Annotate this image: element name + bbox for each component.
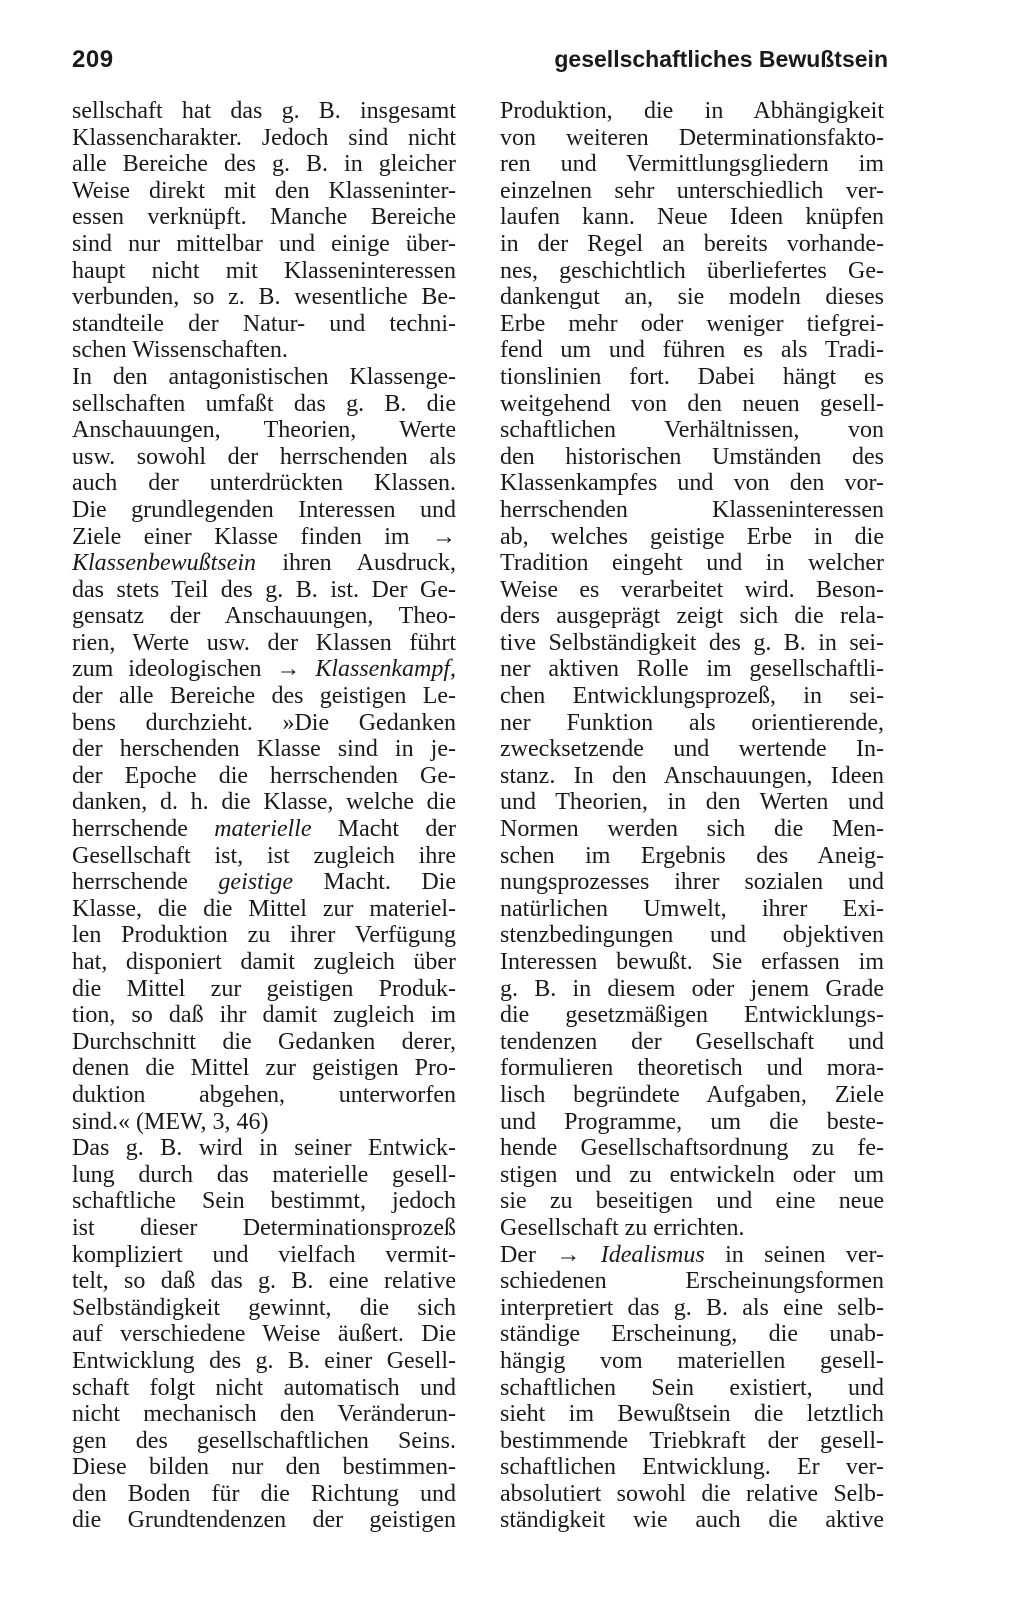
text-run: Die grundlegenden Interessen und: [72, 496, 456, 523]
text-run: nungsprozesses ihrer sozialen und: [500, 869, 884, 896]
text-run: Macht der: [311, 816, 456, 843]
text-run: Durchschnitt die Gedanken derer,: [72, 1028, 456, 1055]
text-line: [500, 1135, 884, 1162]
text-line: [500, 710, 884, 737]
text-line: [500, 896, 884, 923]
text-run: gen des gesellschaftlichen Seins.: [72, 1427, 456, 1454]
text-line: [72, 550, 456, 577]
text-line: [72, 1268, 456, 1295]
text-run: zum ideologischen →: [72, 656, 316, 683]
text-line: [500, 1109, 884, 1136]
text-run: herrschende: [72, 869, 219, 896]
text-line: [72, 470, 456, 497]
text-run: und Theorien, in den Werten und: [500, 789, 884, 816]
text-run: tionslinien fort. Dabei hängt es: [500, 363, 884, 390]
text-run: fend um und führen es als Tradi-: [500, 337, 884, 364]
text-run: hende Gesellschaftsordnung zu fe-: [500, 1135, 884, 1162]
text-run: der Epoche die herrschenden Ge-: [72, 762, 456, 789]
text-line: [500, 789, 884, 816]
text-line: [500, 1029, 884, 1056]
text-run: interpretiert das g. B. als eine selb-: [500, 1294, 884, 1321]
text-run: haupt nicht mit Klasseninteressen: [72, 257, 456, 284]
text-line: [72, 816, 456, 843]
text-line: [72, 1162, 456, 1189]
text-line: [72, 178, 456, 205]
text-line: [500, 258, 884, 285]
text-line: [72, 683, 456, 710]
text-run: den historischen Umständen des: [500, 443, 884, 470]
text-run: Gesellschaft ist, ist zugleich ihre: [72, 842, 456, 869]
text-run: rien, Werte usw. der Klassen führt: [72, 629, 456, 656]
text-line: [500, 1454, 884, 1481]
text-line: [500, 204, 884, 231]
text-line: [500, 816, 884, 843]
italic-term: Idealismus: [600, 1241, 705, 1268]
text-run: Tradition eingeht und in welcher: [500, 550, 884, 577]
text-run: ihren Ausdruck,: [256, 550, 456, 577]
text-line: [500, 1188, 884, 1215]
text-line: [500, 231, 884, 258]
text-line: [72, 1295, 456, 1322]
text-run: der alle Bereiche des geistigen Le-: [72, 683, 456, 710]
text-line: [72, 976, 456, 1003]
text-run: standteile der Natur- und techni-: [72, 310, 456, 337]
text-run: ständige Erscheinung, die unab-: [500, 1321, 884, 1348]
text-run: nicht mechanisch den Veränderun-: [72, 1401, 456, 1428]
text-run: auf verschiedene Weise äußert. Die: [72, 1321, 456, 1348]
text-run: von weiteren Determinationsfakto-: [500, 124, 884, 151]
text-line: [500, 763, 884, 790]
text-run: ständigkeit wie auch die aktive: [500, 1507, 884, 1534]
text-line: [500, 656, 884, 683]
text-line: [500, 630, 884, 657]
text-run: ab, welches geistige Erbe in die: [500, 523, 884, 550]
text-run: der herschenden Klasse sind in je-: [72, 736, 456, 763]
italic-term: Klassenkampf,: [315, 656, 456, 683]
text-line: [500, 470, 884, 497]
text-line: [500, 1242, 884, 1269]
text-line: [72, 630, 456, 657]
text-run: Anschauungen, Theorien, Werte: [72, 417, 456, 444]
text-run: kompliziert und vielfach vermit-: [72, 1241, 456, 1268]
text-line: [500, 1428, 884, 1455]
text-line: [72, 1188, 456, 1215]
text-line: [500, 1055, 884, 1082]
text-line: [500, 125, 884, 152]
text-line: [500, 1507, 884, 1534]
text-line: [500, 603, 884, 630]
text-line: [72, 231, 456, 258]
text-run: Normen werden sich die Men-: [500, 816, 884, 843]
text-run: und Programme, um die beste-: [500, 1108, 884, 1135]
text-run: schaftlichen Sein existiert, und: [500, 1374, 884, 1401]
text-line: [500, 1375, 884, 1402]
text-line: [72, 949, 456, 976]
text-run: schaft folgt nicht automatisch und: [72, 1374, 456, 1401]
page-number: 209: [72, 46, 114, 73]
text-run: ren und Vermittlungsgliedern im: [500, 151, 884, 178]
italic-term: materielle: [214, 816, 312, 843]
text-run: sieht im Bewußtsein die letztlich: [500, 1401, 884, 1428]
text-line: [500, 497, 884, 524]
text-run: gensatz der Anschauungen, Theo-: [72, 603, 456, 630]
text-line: [500, 869, 884, 896]
text-run: Das g. B. wird in seiner Entwick-: [72, 1135, 456, 1162]
text-line: [72, 736, 456, 763]
text-run: in der Regel an bereits vorhande-: [500, 230, 884, 257]
text-run: ders ausgeprägt zeigt sich die rela-: [500, 603, 884, 630]
text-line: [500, 417, 884, 444]
text-line: [500, 284, 884, 311]
text-line: [500, 1348, 884, 1375]
text-line: [500, 337, 884, 364]
text-line: [500, 1481, 884, 1508]
running-head: gesellschaftliches Bewußtsein: [554, 46, 888, 72]
text-run: In den antagonistischen Klassenge-: [72, 363, 456, 390]
text-run: len Produktion zu ihrer Verfügung: [72, 922, 456, 949]
text-run: lung durch das materielle gesell-: [72, 1161, 456, 1188]
text-run: Interessen bewußt. Sie erfassen im: [500, 949, 884, 975]
text-line: [72, 497, 456, 524]
text-line: [500, 364, 884, 391]
text-line: [72, 524, 456, 551]
text-run: alle Bereiche des g. B. in gleicher: [72, 151, 456, 178]
text-line: [500, 1002, 884, 1029]
text-line: [500, 1321, 884, 1348]
text-run: die Grundtendenzen der geistigen: [72, 1507, 456, 1534]
text-run: absolutiert sowohl die relative Selb-: [500, 1480, 884, 1507]
text-run: Klasse, die die Mittel zur materiel-: [72, 895, 456, 922]
text-run: tion, so daß ihr damit zugleich im: [72, 1002, 456, 1029]
text-line: [500, 1215, 884, 1242]
text-line: [72, 763, 456, 790]
text-line: [500, 683, 884, 710]
text-line: [72, 869, 456, 896]
text-line: [500, 949, 884, 976]
text-line: [72, 1215, 456, 1242]
text-line: [72, 1348, 456, 1375]
text-run: hat, disponiert damit zugleich über: [72, 949, 456, 975]
text-run: hängig vom materiellen gesell-: [500, 1347, 884, 1374]
text-line: [72, 789, 456, 816]
text-line: [72, 843, 456, 870]
text-run: die Mittel zur geistigen Produk-: [72, 975, 456, 1002]
text-run: den Boden für die Richtung und: [72, 1480, 456, 1507]
text-run: stanz. In den Anschauungen, Ideen: [500, 762, 884, 789]
text-run: tive Selbständigkeit des g. B. in sei-: [500, 629, 884, 656]
text-run: tendenzen der Gesellschaft und: [500, 1028, 884, 1055]
text-run: Ziele einer Klasse finden im →: [72, 523, 456, 550]
text-line: [72, 1242, 456, 1269]
text-line: [500, 151, 884, 178]
text-run: Klassenkampfes und von den vor-: [500, 470, 884, 497]
text-line: [500, 524, 884, 551]
text-line: [500, 843, 884, 870]
text-line: [72, 656, 456, 683]
text-run: sie zu beseitigen und eine neue: [500, 1188, 884, 1215]
text-line: [72, 1109, 456, 1136]
text-run: natürlichen Umwelt, ihrer Exi-: [500, 895, 884, 922]
text-run: essen verknüpft. Manche Bereiche: [72, 204, 456, 231]
text-line: [500, 550, 884, 577]
text-line: [72, 1002, 456, 1029]
text-run: sellschaften umfaßt das g. B. die: [72, 390, 456, 417]
text-run: danken, d. h. die Klasse, welche die: [72, 789, 456, 816]
text-line: [72, 603, 456, 630]
text-line: [500, 577, 884, 604]
text-line: [500, 922, 884, 949]
text-run: schaftlichen Verhältnissen, von: [500, 417, 884, 444]
text-run: Macht. Die: [293, 869, 457, 896]
text-run: Entwicklung des g. B. einer Gesell-: [72, 1347, 456, 1374]
text-line: [72, 922, 456, 949]
text-run: bens durchzieht. »Die Gedanken: [72, 709, 456, 736]
text-line: [72, 311, 456, 338]
text-line: [72, 284, 456, 311]
text-line: [72, 98, 456, 125]
text-line: [500, 98, 884, 125]
text-run: schen Wissenschaften.: [72, 337, 288, 364]
text-line: [500, 311, 884, 338]
text-line: [500, 178, 884, 205]
text-run: denen die Mittel zur geistigen Pro-: [72, 1055, 456, 1082]
text-run: telt, so daß das g. B. eine relative: [72, 1268, 456, 1295]
text-run: stenzbedingungen und objektiven: [500, 922, 884, 949]
text-run: ner aktiven Rolle im gesellschaftli-: [500, 656, 884, 683]
text-run: das stets Teil des g. B. ist. Der Ge-: [72, 576, 456, 603]
text-line: [72, 1401, 456, 1428]
text-line: [72, 204, 456, 231]
text-line: [72, 710, 456, 737]
text-run: zwecksetzende und wertende In-: [500, 736, 884, 763]
italic-term: geistige: [218, 869, 294, 896]
text-run: Klassencharakter. Jedoch sind nicht: [72, 124, 456, 151]
text-run: bestimmende Triebkraft der gesell-: [500, 1427, 884, 1454]
text-line: [72, 1428, 456, 1455]
text-run: Weise es verarbeitet wird. Beson-: [500, 576, 884, 603]
text-line: [72, 444, 456, 471]
text-run: Diese bilden nur den bestimmen-: [72, 1454, 456, 1481]
text-run: ner Funktion als orientierende,: [500, 709, 884, 736]
text-line: [72, 1082, 456, 1109]
text-run: Erbe mehr oder weniger tiefgrei-: [500, 310, 884, 337]
text-line: [500, 1082, 884, 1109]
text-line: [72, 1454, 456, 1481]
text-line: [72, 1507, 456, 1534]
text-line: [72, 1055, 456, 1082]
text-line: [72, 1029, 456, 1056]
text-run: auch der unterdrückten Klassen.: [72, 470, 456, 497]
text-run: chen Entwicklungsprozeß, in sei-: [500, 683, 884, 710]
text-column-right: [500, 98, 884, 1534]
text-line: [72, 258, 456, 285]
text-line: [72, 1481, 456, 1508]
text-run: usw. sowohl der herrschenden als: [72, 443, 456, 470]
text-run: herrschende: [72, 816, 215, 843]
text-run: formulieren theoretisch und mora-: [500, 1055, 884, 1082]
text-line: [500, 1295, 884, 1322]
text-run: schiedenen Erscheinungsformen: [500, 1268, 884, 1295]
text-run: sind.« (MEW, 3, 46): [72, 1108, 269, 1135]
text-run: herrschenden Klasseninteressen: [500, 496, 884, 523]
text-line: [72, 125, 456, 152]
text-run: lisch begründete Aufgaben, Ziele: [500, 1081, 884, 1108]
text-line: [72, 1321, 456, 1348]
text-line: [500, 1162, 884, 1189]
page-header: [72, 46, 888, 80]
text-line: [72, 151, 456, 178]
text-line: [72, 337, 456, 364]
italic-term: Klassenbewußtsein: [72, 550, 256, 577]
text-run: schaftlichen Entwicklung. Er ver-: [500, 1454, 884, 1481]
text-run: ist dieser Determinationsprozeß: [72, 1214, 456, 1241]
text-run: die gesetzmäßigen Entwicklungs-: [500, 1002, 884, 1029]
text-run: laufen kann. Neue Ideen knüpfen: [500, 204, 884, 231]
text-run: schen im Ergebnis des Aneig-: [500, 842, 884, 869]
text-run: Selbständigkeit gewinnt, die sich: [72, 1294, 456, 1321]
text-run: Produktion, die in Abhängigkeit: [500, 98, 884, 124]
text-run: schaftliche Sein bestimmt, jedoch: [72, 1188, 456, 1215]
text-line: [500, 736, 884, 763]
text-run: in seinen ver-: [704, 1241, 884, 1268]
text-line: [72, 896, 456, 923]
text-run: verbunden, so z. B. wesentliche Be-: [72, 284, 456, 311]
text-run: sellschaft hat das g. B. insgesamt: [72, 98, 456, 124]
text-run: g. B. in diesem oder jenem Grade: [500, 975, 884, 1002]
text-run: weitgehend von den neuen gesell-: [500, 390, 884, 417]
text-line: [72, 1375, 456, 1402]
text-run: nes, geschichtlich überliefertes Ge-: [500, 257, 884, 284]
text-line: [500, 391, 884, 418]
text-run: Gesellschaft zu errichten.: [500, 1214, 745, 1241]
text-line: [72, 577, 456, 604]
text-run: dankengut an, sie modeln dieses: [500, 284, 884, 311]
text-line: [500, 1401, 884, 1428]
text-run: einzelnen sehr unterschiedlich ver-: [500, 177, 884, 204]
text-run: Weise direkt mit den Klasseninter-: [72, 177, 456, 204]
text-line: [500, 1268, 884, 1295]
text-column-left: [72, 98, 456, 1534]
text-run: sind nur mittelbar und einige über-: [72, 230, 456, 257]
text-run: Der →: [500, 1241, 601, 1268]
text-line: [72, 417, 456, 444]
text-line: [500, 444, 884, 471]
text-line: [72, 391, 456, 418]
text-line: [72, 364, 456, 391]
text-run: duktion abgehen, unterworfen: [72, 1081, 456, 1108]
text-line: [72, 1135, 456, 1162]
text-run: stigen und zu entwickeln oder um: [500, 1161, 884, 1188]
text-line: [500, 976, 884, 1003]
